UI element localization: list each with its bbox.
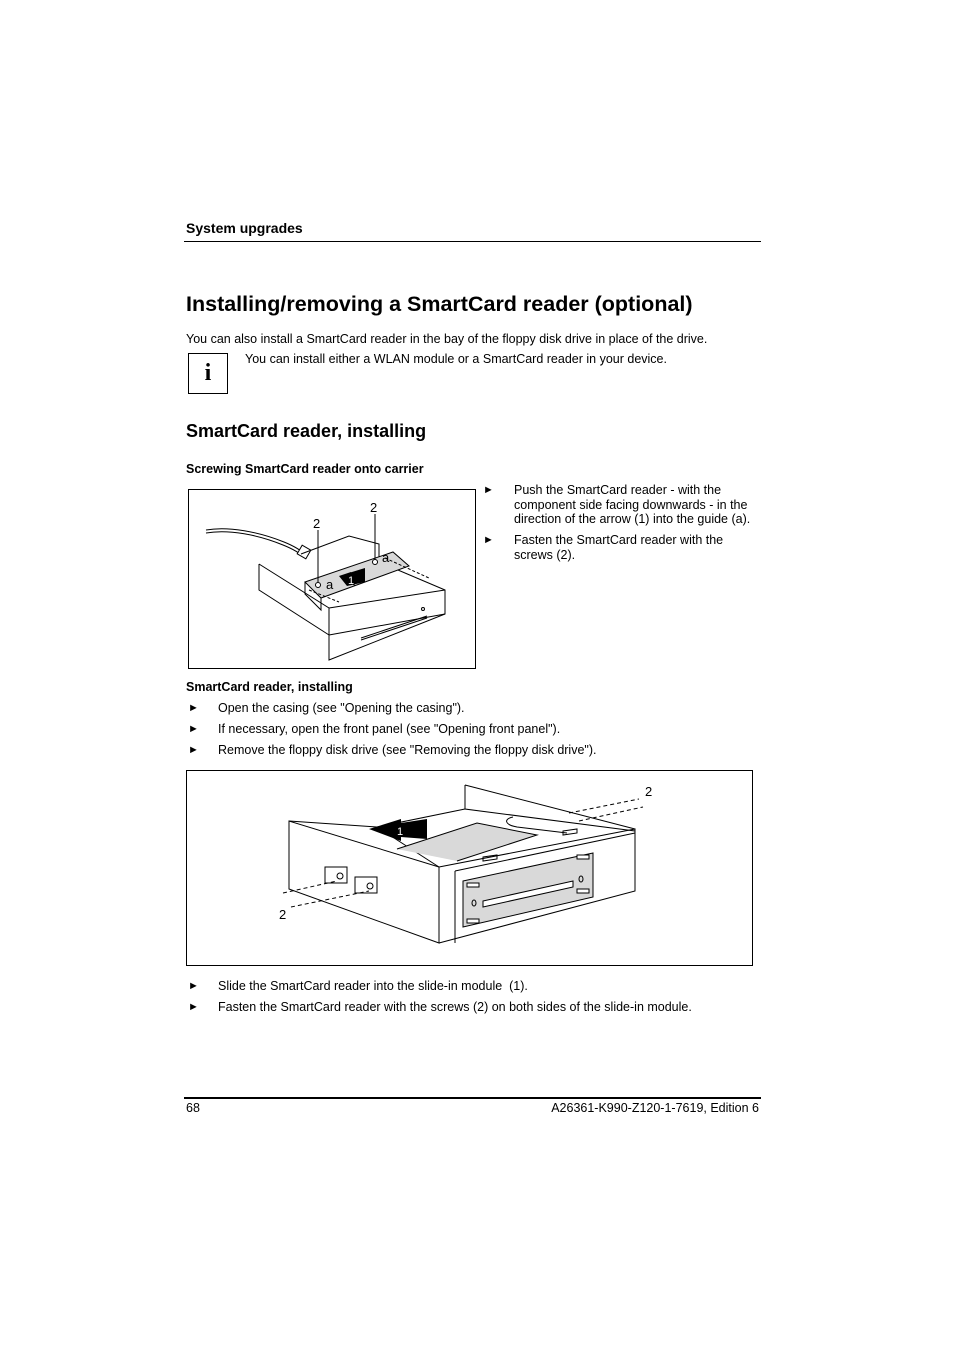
figure1-label-screw-left: 2 <box>313 516 321 531</box>
step-text: Push the SmartCard reader - with the component side facing downwards - in the direction of the arrow (1) into the guide (a). <box>514 483 751 526</box>
running-header: System upgrades <box>186 220 303 236</box>
step-fasten-reader <box>483 533 761 562</box>
figure1-label-guide-top: a <box>382 550 390 565</box>
step-open-front-panel <box>188 722 768 737</box>
step-text: Open the casing (see "Opening the casing"). <box>218 701 465 715</box>
figure2-slide-in-module <box>186 770 753 966</box>
step-text: Fasten the SmartCard reader with the screws (2) on both sides of the slide-in module. <box>218 1000 692 1014</box>
step-text: Slide the SmartCard reader into the slide-in module (1). <box>218 979 528 993</box>
bullet-arrow: ► <box>188 1001 199 1013</box>
figure1-smartcard-carrier <box>188 489 476 669</box>
step-remove-floppy <box>188 743 768 758</box>
figure1-label-screw-right: 2 <box>370 500 378 515</box>
intro-paragraph: You can also install a SmartCard reader in the bay of the floppy disk drive in place of the drive. <box>186 332 708 346</box>
step-open-casing <box>188 701 768 716</box>
figure1-label-guide-bottom: a <box>326 577 334 592</box>
page-number: 68 <box>186 1101 200 1115</box>
figure2-label-arrow: 1 <box>397 826 404 838</box>
figure2-label-screw-left: 2 <box>279 907 287 922</box>
figure1-label-arrow: 1 <box>348 575 355 587</box>
info-icon-letter: i <box>204 360 212 386</box>
bullet-arrow: ► <box>188 980 199 992</box>
footer-rule <box>184 1097 761 1099</box>
figure1-drawing <box>189 490 475 668</box>
figure1-caption: Screwing SmartCard reader onto carrier <box>186 462 424 476</box>
step-push-reader <box>483 483 761 527</box>
subsection-title: SmartCard reader, installing <box>186 421 427 441</box>
header-rule <box>184 241 761 242</box>
bullet-arrow: ► <box>188 702 199 714</box>
step-text: If necessary, open the front panel (see "Opening front panel"). <box>218 722 561 736</box>
info-note: You can install either a WLAN module or a SmartCard reader in your device. <box>245 352 667 366</box>
figure2-drawing <box>187 771 752 965</box>
step-slide-reader <box>188 979 768 994</box>
bullet-arrow: ► <box>483 534 494 546</box>
step-text: Remove the floppy disk drive (see "Removing the floppy disk drive"). <box>218 743 597 757</box>
bullet-arrow: ► <box>188 723 199 735</box>
info-icon <box>188 353 228 394</box>
document-id: A26361-K990-Z120-1-7619, Edition 6 <box>551 1101 759 1115</box>
bullet-arrow: ► <box>483 484 494 496</box>
figure2-label-screw-right: 2 <box>645 784 653 799</box>
figure2-caption: SmartCard reader, installing <box>186 680 353 694</box>
bullet-arrow: ► <box>188 744 199 756</box>
page-title: Installing/removing a SmartCard reader (optional) <box>186 292 693 316</box>
step-text: Fasten the SmartCard reader with the screws (2). <box>514 533 724 562</box>
step-fasten-screws <box>188 1000 768 1015</box>
